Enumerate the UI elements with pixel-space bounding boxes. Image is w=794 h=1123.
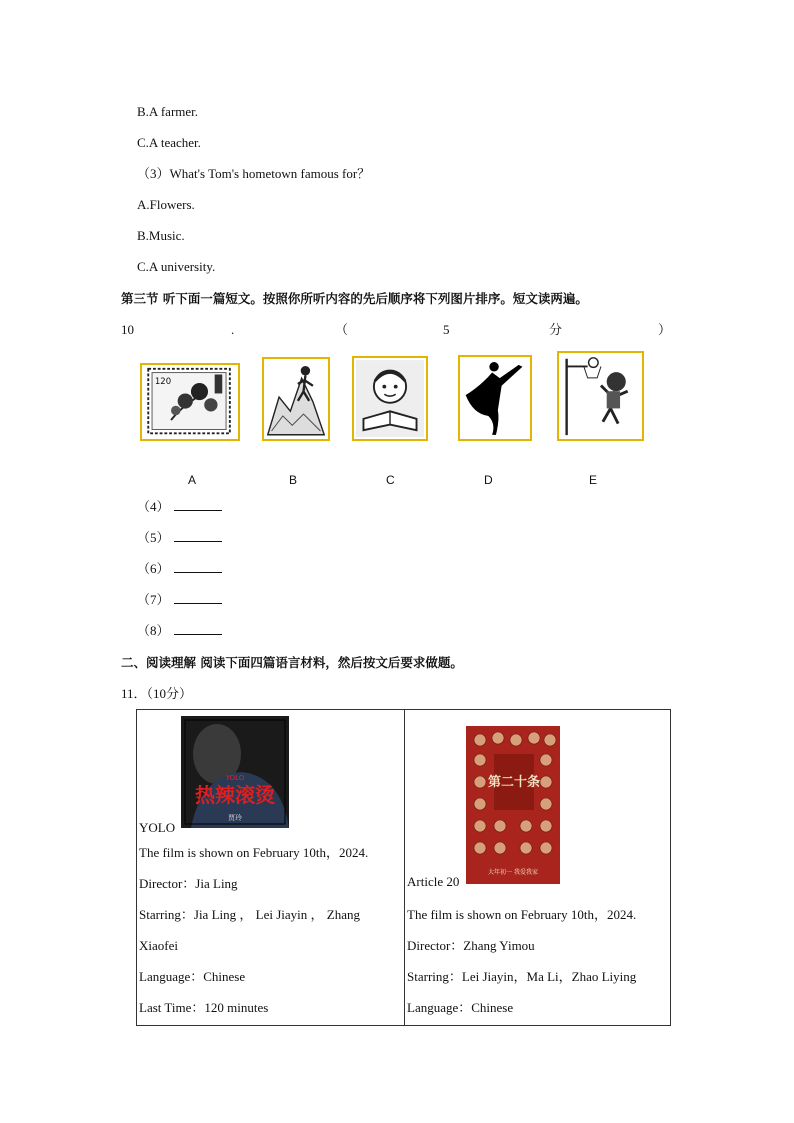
dancer-silhouette-icon <box>460 357 530 439</box>
option-a: A.Flowers. <box>137 197 195 212</box>
film-last-time: Last Time：120 minutes <box>139 1000 269 1015</box>
film-starring-continued: Xiaofei <box>139 938 178 953</box>
picture-label-b: B <box>289 473 298 487</box>
film-language: Language：Chinese <box>139 969 246 984</box>
q10-score: 5 <box>443 322 450 337</box>
answer-number: （8） <box>137 623 170 638</box>
article20-poster-tagline: 大年初一 我爱我家 <box>488 869 538 876</box>
film-director: Director：Jia Ling <box>139 876 238 891</box>
yolo-poster <box>181 716 289 828</box>
film-starring: Starring：Lei Jiayin，Ma Li，Zhao Liying <box>407 969 637 984</box>
film-starring: Starring：Jia Ling ， Lei Jiayin ， Zhang <box>139 907 360 922</box>
q10-close-paren: ） <box>658 322 672 337</box>
reading-section-title: 二、阅读理解 阅读下面四篇语言材料，然后按文后要求做题。 <box>121 655 463 670</box>
answer-7 <box>137 592 222 608</box>
yolo-poster-title: 热辣滚烫 <box>195 783 275 807</box>
option-b: B.Music. <box>137 228 185 243</box>
mountain-climber-icon <box>264 359 328 439</box>
q10-dot: . <box>231 322 235 337</box>
article20-poster-image <box>466 726 560 884</box>
answer-4 <box>137 499 222 515</box>
option-c: C.A teacher. <box>137 135 201 150</box>
answer-number: （4） <box>137 499 170 514</box>
yolo-poster-credit: 贾玲 <box>228 814 242 822</box>
answer-6 <box>137 561 222 577</box>
q10-open-paren: （ <box>335 322 349 337</box>
question-3: （3）What's Tom's hometown famous for？ <box>137 166 371 181</box>
picture-label-d: D <box>484 473 493 487</box>
answer-blank[interactable] <box>174 530 222 542</box>
picture-label-a: A <box>188 473 197 487</box>
answer-number: （7） <box>137 592 170 607</box>
answer-8 <box>137 623 222 639</box>
answer-blank[interactable] <box>174 592 222 604</box>
option-c: C.A university. <box>137 259 216 274</box>
picture-label-c: C <box>386 473 395 487</box>
film-cell-article20 <box>405 710 671 1026</box>
answer-5 <box>137 530 222 546</box>
picture-c-reading <box>352 356 428 441</box>
answer-number: （6） <box>137 561 170 576</box>
yolo-poster-subtitle: YOLO <box>225 774 245 782</box>
svg-text:120: 120 <box>154 376 172 387</box>
film-title: Article 20 <box>407 874 460 889</box>
answer-blank[interactable] <box>174 623 222 635</box>
picture-e-basketball <box>557 351 644 441</box>
answer-number: （5） <box>137 530 170 545</box>
q10-number: 10 <box>121 322 134 337</box>
film-language: Language：Chinese <box>407 1000 514 1015</box>
q10-unit: 分 <box>549 322 563 337</box>
answer-blank[interactable] <box>174 499 222 511</box>
picture-label-e: E <box>589 473 598 487</box>
film-shown-date: The film is shown on February 10th，2024. <box>407 907 637 922</box>
basketball-player-icon <box>559 353 642 439</box>
article20-poster-title: 第二十条 <box>487 775 541 790</box>
stamp-flower-icon <box>142 365 238 439</box>
picture-d-dancer <box>458 355 532 441</box>
picture-a-stamp <box>140 363 240 441</box>
film-cell-yolo <box>137 710 405 1026</box>
answer-blank[interactable] <box>174 561 222 573</box>
article20-poster <box>466 726 560 884</box>
boy-reading-icon <box>354 358 426 439</box>
film-director: Director：Zhang Yimou <box>407 938 535 953</box>
picture-b-climber <box>262 357 330 441</box>
film-shown-date: The film is shown on February 10th，2024. <box>139 845 369 860</box>
yolo-poster-image <box>181 716 289 828</box>
film-title: YOLO <box>139 820 176 835</box>
section-3-title: 第三节 听下面一篇短文。按照你所听内容的先后顺序将下列图片排序。短文读两遍。 <box>121 291 588 306</box>
question-11-header: 11．（10分） <box>121 686 193 701</box>
film-table <box>136 709 671 1026</box>
option-b: B.A farmer. <box>137 104 199 119</box>
